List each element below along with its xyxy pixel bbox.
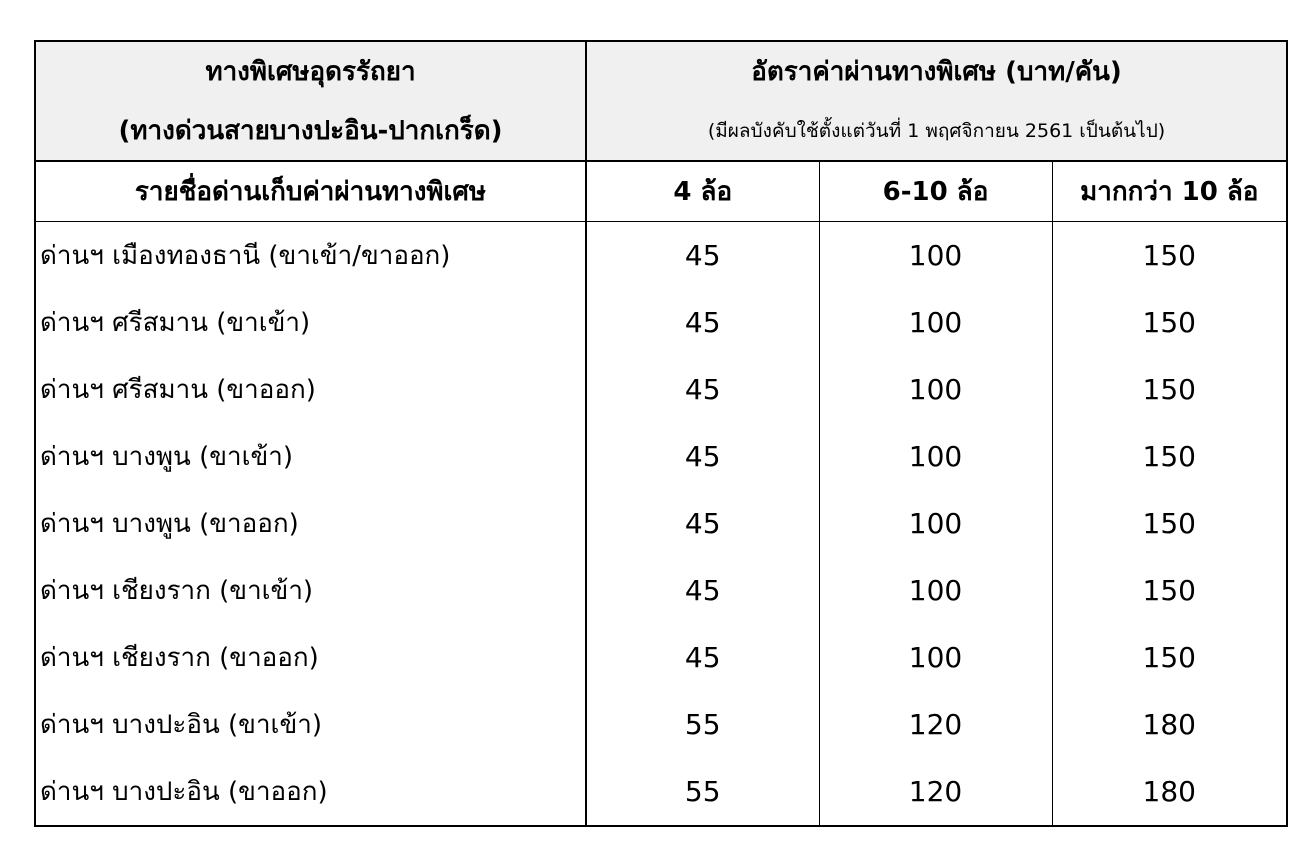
rate-title: อัตราค่าผ่านทางพิเศษ (บาท/คัน) <box>751 57 1122 87</box>
table-row <box>35 289 1287 356</box>
table-row <box>35 624 1287 691</box>
rate-6-10-wheel: 120 <box>819 691 1052 758</box>
column-header-name-label: รายชื่อด่านเก็บค่าผ่านทางพิเศษ <box>134 177 487 207</box>
rate-6-10-wheel: 100 <box>819 490 1052 557</box>
expressway-route-cell <box>35 101 586 161</box>
table-row <box>35 423 1287 490</box>
rate-6-10-wheel: 100 <box>819 557 1052 624</box>
rate-4-wheel: 55 <box>586 691 819 758</box>
table-row <box>35 222 1287 290</box>
table-row <box>35 691 1287 758</box>
rate-over-10-wheel: 150 <box>1142 373 1196 406</box>
rate-4-wheel: 45 <box>586 289 819 356</box>
rate-4-wheel: 45 <box>586 222 819 290</box>
rate-4-wheel: 45 <box>586 624 819 691</box>
rate-6-10-wheel: 100 <box>819 222 1052 290</box>
column-header-4-wheel <box>586 161 819 222</box>
table-row <box>35 557 1287 624</box>
rate-6-10-wheel: 120 <box>819 758 1052 826</box>
toll-plaza-name: ด่านฯ บางพูน (ขาเข้า) <box>35 423 586 490</box>
column-header-over-10-wheel <box>1052 161 1287 222</box>
rate-6-10-wheel: 100 <box>819 423 1052 490</box>
rate-4-wheel: 45 <box>586 557 819 624</box>
column-header-name <box>35 161 586 222</box>
toll-plaza-name: ด่านฯ ศรีสมาน (ขาเข้า) <box>35 289 586 356</box>
toll-plaza-name: ด่านฯ เชียงราก (ขาเข้า) <box>35 557 586 624</box>
column-header-over-10-wheel-label: มากกว่า 10 ล้อ <box>1080 177 1259 207</box>
column-header-6-10-wheel-label: 6-10 ล้อ <box>882 177 989 207</box>
expressway-name: ทางพิเศษอุดรรัถยา <box>205 57 416 87</box>
column-header-row <box>35 161 1287 222</box>
expressway-route: (ทางด่วนสายบางปะอิน-ปากเกร็ด) <box>118 116 503 146</box>
toll-plaza-name: ด่านฯ บางปะอิน (ขาเข้า) <box>35 691 586 758</box>
rate-over-10-wheel: 150 <box>1142 306 1196 339</box>
expressway-name-cell <box>35 41 586 101</box>
table-row <box>35 490 1287 557</box>
rate-6-10-wheel: 100 <box>819 356 1052 423</box>
column-header-4-wheel-label: 4 ล้อ <box>673 177 733 207</box>
toll-plaza-name: ด่านฯ บางปะอิน (ขาออก) <box>35 758 586 826</box>
rate-over-10-wheel: 180 <box>1142 775 1196 808</box>
table-row <box>35 356 1287 423</box>
toll-plaza-name: ด่านฯ บางพูน (ขาออก) <box>35 490 586 557</box>
rate-4-wheel: 45 <box>586 490 819 557</box>
toll-rate-table <box>34 40 1288 827</box>
rate-4-wheel: 45 <box>586 356 819 423</box>
rate-over-10-wheel: 150 <box>1142 507 1196 540</box>
rate-4-wheel: 55 <box>586 758 819 826</box>
effective-date-note: (มีผลบังคับใช้ตั้งแต่วันที่ 1 พฤศจิกายน 2561 เป็นต้นไป) <box>707 119 1166 142</box>
rate-4-wheel: 45 <box>586 423 819 490</box>
effective-date-cell <box>586 101 1287 161</box>
rate-title-cell <box>586 41 1287 101</box>
rate-6-10-wheel: 100 <box>819 289 1052 356</box>
table-row <box>35 758 1287 826</box>
header-row-1 <box>35 41 1287 101</box>
column-header-6-10-wheel <box>819 161 1052 222</box>
toll-plaza-name: ด่านฯ เมืองทองธานี (ขาเข้า/ขาออก) <box>35 222 586 290</box>
toll-plaza-name: ด่านฯ เชียงราก (ขาออก) <box>35 624 586 691</box>
rate-6-10-wheel: 100 <box>819 624 1052 691</box>
rate-over-10-wheel: 150 <box>1142 239 1196 272</box>
header-row-2 <box>35 101 1287 161</box>
toll-plaza-name: ด่านฯ ศรีสมาน (ขาออก) <box>35 356 586 423</box>
rate-over-10-wheel: 150 <box>1142 574 1196 607</box>
rate-over-10-wheel: 150 <box>1142 440 1196 473</box>
rate-over-10-wheel: 180 <box>1142 708 1196 741</box>
rate-over-10-wheel: 150 <box>1142 641 1196 674</box>
